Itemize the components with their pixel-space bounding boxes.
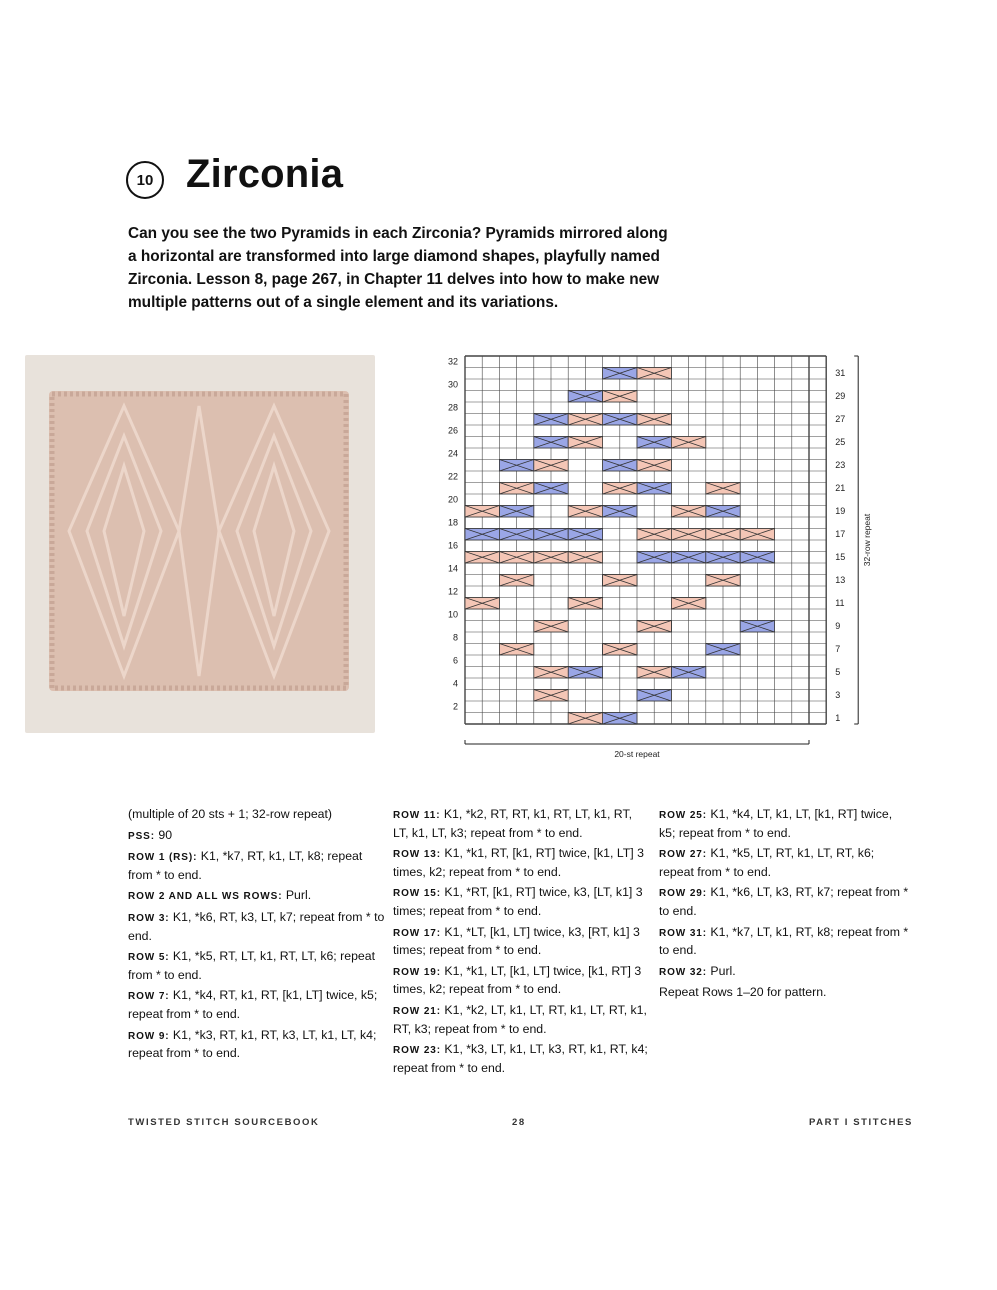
left-row-number: 2 [452, 701, 458, 712]
row-text: K1, *k4, LT, k1, LT, [k1, RT] twice, k5; repeat from * to end. [659, 807, 893, 840]
instruction-row [393, 1002, 648, 1038]
row-text: K1, *k6, LT, k3, RT, k7; repeat from * to end. [659, 885, 909, 918]
instruction-row [393, 963, 648, 999]
row-text: Purl. [706, 963, 736, 978]
left-row-number: 28 [447, 402, 458, 413]
row-label: ROW 13: [393, 849, 441, 861]
knitted-swatch-image [49, 391, 349, 691]
row-text: K1, *k5, RT, LT, k1, RT, LT, k6; repeat from * to end. [128, 949, 376, 982]
row-label: ROW 7: [128, 991, 170, 1003]
left-row-number: 8 [452, 632, 458, 643]
row-label: ROW 21: [393, 1005, 441, 1017]
row-text: Repeat Rows 1–20 for pattern. [659, 985, 827, 1000]
left-row-number: 10 [447, 609, 458, 620]
right-row-number: 25 [835, 437, 846, 448]
row-label: ROW 17: [393, 927, 441, 939]
right-row-number: 15 [835, 552, 846, 563]
intro-paragraph: Can you see the two Pyramids in each Zirconia? Pyramids mirrored along a horizontal are transformed into large diamond shapes, playfully named Zirconia. Lesson 8, page 267, in Chapter 11 delves into how to make new multiple patterns out of a single element and its variations. [128, 225, 668, 311]
row-text: 90 [154, 827, 173, 842]
row-text: K1, *k5, LT, RT, k1, LT, RT, k6; repeat from * to end. [659, 846, 875, 879]
stitch-repeat-label: 20-st repeat [614, 749, 660, 759]
right-row-number: 19 [835, 506, 846, 517]
row-label: ROW 23: [393, 1045, 441, 1057]
pattern-number-badge [126, 161, 164, 199]
row-label: PSS: [128, 830, 155, 842]
instruction-row [393, 845, 648, 881]
footer-book-title: TWISTED STITCH SOURCEBOOK [128, 1117, 320, 1128]
swatch-photo [25, 355, 375, 733]
right-row-number: 9 [835, 621, 841, 632]
instruction-row [659, 924, 911, 960]
right-row-number: 11 [835, 598, 845, 609]
right-row-number: 1 [835, 713, 841, 724]
instruction-row [659, 845, 911, 881]
right-row-number: 17 [835, 529, 846, 540]
instructions-column-2 [393, 806, 648, 1080]
page-title: Zirconia [186, 152, 344, 196]
instruction-row [128, 827, 388, 846]
chart-grid [440, 353, 880, 763]
row-label: ROW 32: [659, 966, 707, 978]
footer-page-number: 28 [512, 1117, 526, 1128]
row-text: (multiple of 20 sts + 1; 32-row repeat) [128, 807, 333, 821]
right-row-number: 21 [835, 483, 846, 494]
right-row-number: 29 [835, 391, 846, 402]
row-text: K1, *k6, RT, k3, LT, k7; repeat from * to end. [128, 909, 385, 943]
row-label: ROW 11: [393, 810, 441, 821]
row-text: K1, *k2, LT, k1, LT, RT, k1, LT, RT, k1, RT, k3; repeat from * to end. [393, 1002, 647, 1036]
left-row-number: 24 [447, 448, 458, 459]
row-text: K1, *k1, RT, [k1, RT] twice, [k1, LT] 3 times, k2; repeat from * to end. [393, 846, 644, 879]
left-row-number: 14 [447, 563, 458, 574]
row-label: ROW 31: [659, 927, 707, 939]
pattern-number: 10 [136, 171, 154, 189]
row-label: ROW 29: [659, 888, 707, 900]
instruction-row [128, 987, 388, 1023]
right-row-number: 27 [835, 414, 846, 425]
row-label: ROW 2 AND ALL WS ROWS: [128, 891, 283, 903]
left-row-number: 18 [447, 517, 458, 528]
right-row-number: 23 [835, 460, 846, 471]
footer-section: PART I STITCHES [808, 1117, 913, 1128]
instruction-row [659, 984, 911, 1002]
instruction-row [128, 1027, 388, 1063]
row-repeat-label: 32-row repeat [862, 513, 873, 567]
left-row-number: 26 [447, 425, 458, 436]
row-text: K1, *k4, RT, k1, RT, [k1, LT] twice, k5; repeat from * to end. [128, 988, 378, 1021]
row-label: ROW 1 (RS): [128, 852, 198, 864]
left-row-number: 6 [452, 655, 458, 666]
row-text: K1, *k7, RT, k1, LT, k8; repeat from * to end. [128, 849, 363, 882]
right-row-number: 3 [835, 690, 841, 701]
left-row-number: 30 [447, 379, 458, 390]
left-row-number: 32 [447, 356, 458, 367]
left-row-number: 16 [447, 540, 458, 551]
instructions-column-1 [128, 806, 388, 1066]
instruction-row [128, 909, 388, 945]
right-row-number: 13 [835, 575, 846, 586]
instruction-row [393, 924, 648, 960]
row-text: K1, *k7, LT, k1, RT, k8; repeat from * to end. [659, 924, 909, 958]
swatch-pattern-lines [49, 391, 349, 691]
left-row-number: 20 [447, 494, 458, 505]
row-text: K1, *k3, RT, k1, RT, k3, LT, k1, LT, k4; repeat from * to end. [128, 1027, 377, 1061]
instruction-row [128, 948, 388, 984]
row-label: ROW 15: [393, 888, 441, 900]
row-text: K1, *k3, LT, k1, LT, k3, RT, k1, RT, k4; repeat from * to end. [393, 1042, 648, 1075]
row-label: ROW 5: [128, 952, 170, 964]
instruction-row [393, 806, 648, 842]
right-row-number: 31 [835, 368, 846, 379]
row-text: K1, *RT, [k1, RT] twice, k3, [LT, k1] 3 times; repeat from * to end. [393, 885, 643, 918]
instruction-row [659, 963, 911, 982]
instruction-row [128, 848, 388, 884]
left-row-number: 4 [452, 678, 458, 689]
row-label: ROW 9: [128, 1030, 170, 1042]
row-label: ROW 3: [128, 912, 170, 924]
instruction-row [659, 884, 911, 920]
row-label: ROW 25: [659, 810, 707, 821]
row-text: K1, *k1, LT, [k1, LT] twice, [k1, RT] 3 times, k2; repeat from * to end. [393, 963, 642, 997]
instruction-row [659, 806, 911, 842]
row-text: Purl. [282, 888, 312, 903]
instruction-row [128, 806, 388, 824]
right-row-number: 5 [835, 667, 841, 678]
left-row-number: 22 [447, 471, 458, 482]
instructions-column-3 [659, 806, 911, 1005]
right-row-number: 7 [835, 644, 841, 655]
instruction-row [393, 884, 648, 920]
instruction-row [393, 1041, 648, 1077]
row-text: K1, *LT, [k1, LT] twice, k3, [RT, k1] 3 times; repeat from * to end. [393, 924, 640, 958]
row-text: K1, *k2, RT, RT, k1, RT, LT, k1, RT, LT, k1, LT, k3; repeat from * to end. [393, 807, 633, 840]
stitch-chart [440, 353, 880, 763]
row-label: ROW 19: [393, 966, 441, 978]
row-label: ROW 27: [659, 849, 707, 861]
left-row-number: 12 [447, 586, 458, 597]
instruction-row [128, 887, 388, 906]
